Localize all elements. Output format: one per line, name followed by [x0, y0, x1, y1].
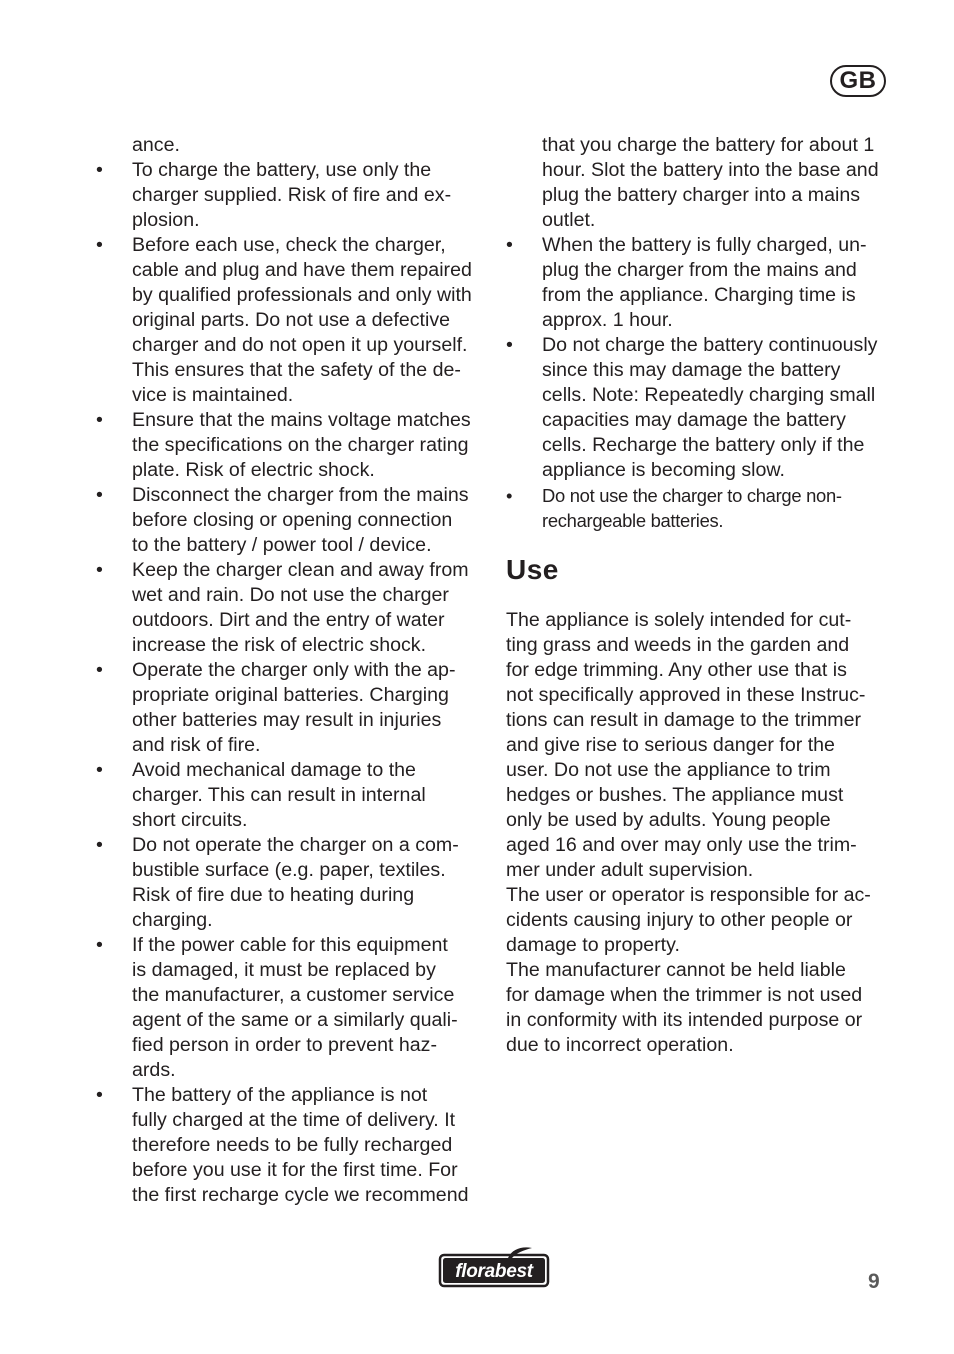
language-badge: GB — [830, 65, 886, 97]
text-line: cable and plug and have them repaired — [132, 259, 472, 281]
bullet-item-line: • If the power cable for this equipment — [96, 933, 486, 958]
bullet-item-line: • Avoid mechanical damage to the — [96, 758, 486, 783]
paragraph-line: in conformity with its intended purpose or — [506, 1009, 863, 1031]
right-column — [506, 133, 898, 1058]
text-line: plate. Risk of electric shock. — [132, 459, 375, 481]
paragraph-line: only be used by adults. Young people — [506, 809, 831, 831]
left-column — [96, 133, 486, 1208]
text-line: by qualified professionals and only with — [132, 284, 472, 306]
bullet-item-line: • Do not operate the charger on a com- — [96, 833, 486, 858]
paragraph-line: user. Do not use the appliance to trim — [506, 759, 831, 781]
text-line: from the appliance. Charging time is — [542, 284, 856, 306]
page-number: 9 — [868, 1270, 880, 1293]
right-bullet-list — [506, 133, 898, 533]
text-line: capacities may damage the battery — [542, 409, 846, 431]
paragraph-line: hedges or bushes. The appliance must — [506, 784, 844, 806]
text-line: that you charge the battery for about 1 — [542, 134, 875, 156]
paragraph-line: cidents causing injury to other people or — [506, 909, 853, 931]
bullet-item-line: • Operate the charger only with the ap- — [96, 658, 486, 683]
text-line: to the battery / power tool / device. — [132, 534, 432, 556]
paragraph-line: and give rise to serious danger for the — [506, 734, 835, 756]
text-line: other batteries may result in injuries — [132, 709, 442, 731]
text-line: bustible surface (e.g. paper, textiles. — [132, 859, 446, 881]
paragraph-line: The user or operator is responsible for ac- — [506, 884, 871, 906]
text-line: propriate original batteries. Charging — [132, 684, 449, 706]
text-line: is damaged, it must be replaced by — [132, 959, 436, 981]
text-line: hour. Slot the battery into the base and — [542, 159, 879, 181]
text-line: cells. Note: Repeatedly charging small — [542, 384, 876, 406]
text-line: before closing or opening connection — [132, 509, 453, 531]
paragraph-line: for damage when the trimmer is not used — [506, 984, 863, 1006]
bullet-item-line: • To charge the battery, use only the — [96, 158, 486, 183]
paragraph-line: The appliance is solely intended for cut- — [506, 609, 852, 631]
paragraph-line: due to incorrect operation. — [506, 1034, 734, 1056]
text-line: therefore needs to be fully recharged — [132, 1134, 453, 1156]
text-line: plug the battery charger into a mains — [542, 184, 861, 206]
text-line: the first recharge cycle we recommend — [132, 1184, 469, 1206]
bullet-item-line: • Ensure that the mains voltage matches — [96, 408, 486, 433]
text-line: before you use it for the first time. For — [132, 1159, 458, 1181]
paragraph-line: aged 16 and over may only use the trim- — [506, 834, 857, 856]
text-line: fied person in order to prevent haz- — [132, 1034, 437, 1056]
bullet-item-line: • Disconnect the charger from the mains — [96, 483, 486, 508]
text-line: Risk of fire due to heating during — [132, 884, 415, 906]
bullet-item-line: • When the battery is fully charged, un- — [506, 233, 898, 258]
text-line: charger supplied. Risk of fire and ex- — [132, 184, 452, 206]
text-line: vice is maintained. — [132, 384, 294, 406]
text-line: ards. — [132, 1059, 176, 1081]
use-section-body — [506, 608, 898, 1058]
text-line: cells. Recharge the battery only if the — [542, 434, 865, 456]
text-line: since this may damage the battery — [542, 359, 841, 381]
florabest-logo — [438, 1246, 550, 1288]
text-line: outdoors. Dirt and the entry of water — [132, 609, 445, 631]
text-line: This ensures that the safety of the de- — [132, 359, 461, 381]
paragraph-line: not specifically approved in these Instruc- — [506, 684, 866, 706]
svg-text:florabest: florabest — [455, 1261, 533, 1282]
paragraph-line: The manufacturer cannot be held liable — [506, 959, 846, 981]
text-line: and risk of fire. — [132, 734, 261, 756]
section-heading-use: Use — [506, 554, 559, 585]
text-line: wet and rain. Do not use the charger — [132, 584, 449, 606]
paragraph-line: mer under adult supervision. — [506, 859, 754, 881]
text-line: fully charged at the time of delivery. It — [132, 1109, 456, 1131]
paragraph-line: for edge trimming. Any other use that is — [506, 659, 847, 681]
paragraph-line: ting grass and weeds in the garden and — [506, 634, 850, 656]
text-line: charging. — [132, 909, 213, 931]
text-line: ance. — [132, 134, 180, 156]
text-line: appliance is becoming slow. — [542, 459, 785, 481]
text-line: plosion. — [132, 209, 200, 231]
bullet-item-line: • Do not use the charger to charge non- — [506, 483, 898, 508]
bullet-item-line: • Keep the charger clean and away from — [96, 558, 486, 583]
bullet-item-line: • Do not charge the battery continuously — [506, 333, 898, 358]
text-line: rechargeable batteries. — [542, 510, 724, 531]
text-line: short circuits. — [132, 809, 248, 831]
text-line: original parts. Do not use a defective — [132, 309, 451, 331]
text-line: the manufacturer, a customer service — [132, 984, 455, 1006]
text-line: agent of the same or a similarly quali- — [132, 1009, 458, 1031]
text-line: charger. This can result in internal — [132, 784, 426, 806]
text-line: charger and do not open it up yourself. — [132, 334, 468, 356]
text-line: increase the risk of electric shock. — [132, 634, 427, 656]
paragraph-line: tions can result in damage to the trimmer — [506, 709, 862, 731]
bullet-item-line: • The battery of the appliance is not — [96, 1083, 486, 1108]
text-line: outlet. — [542, 209, 596, 231]
text-line: the specifications on the charger rating — [132, 434, 469, 456]
bullet-item-line: • Before each use, check the charger, — [96, 233, 486, 258]
paragraph-line: damage to property. — [506, 934, 680, 956]
text-line: approx. 1 hour. — [542, 309, 673, 331]
text-line: plug the charger from the mains and — [542, 259, 857, 281]
